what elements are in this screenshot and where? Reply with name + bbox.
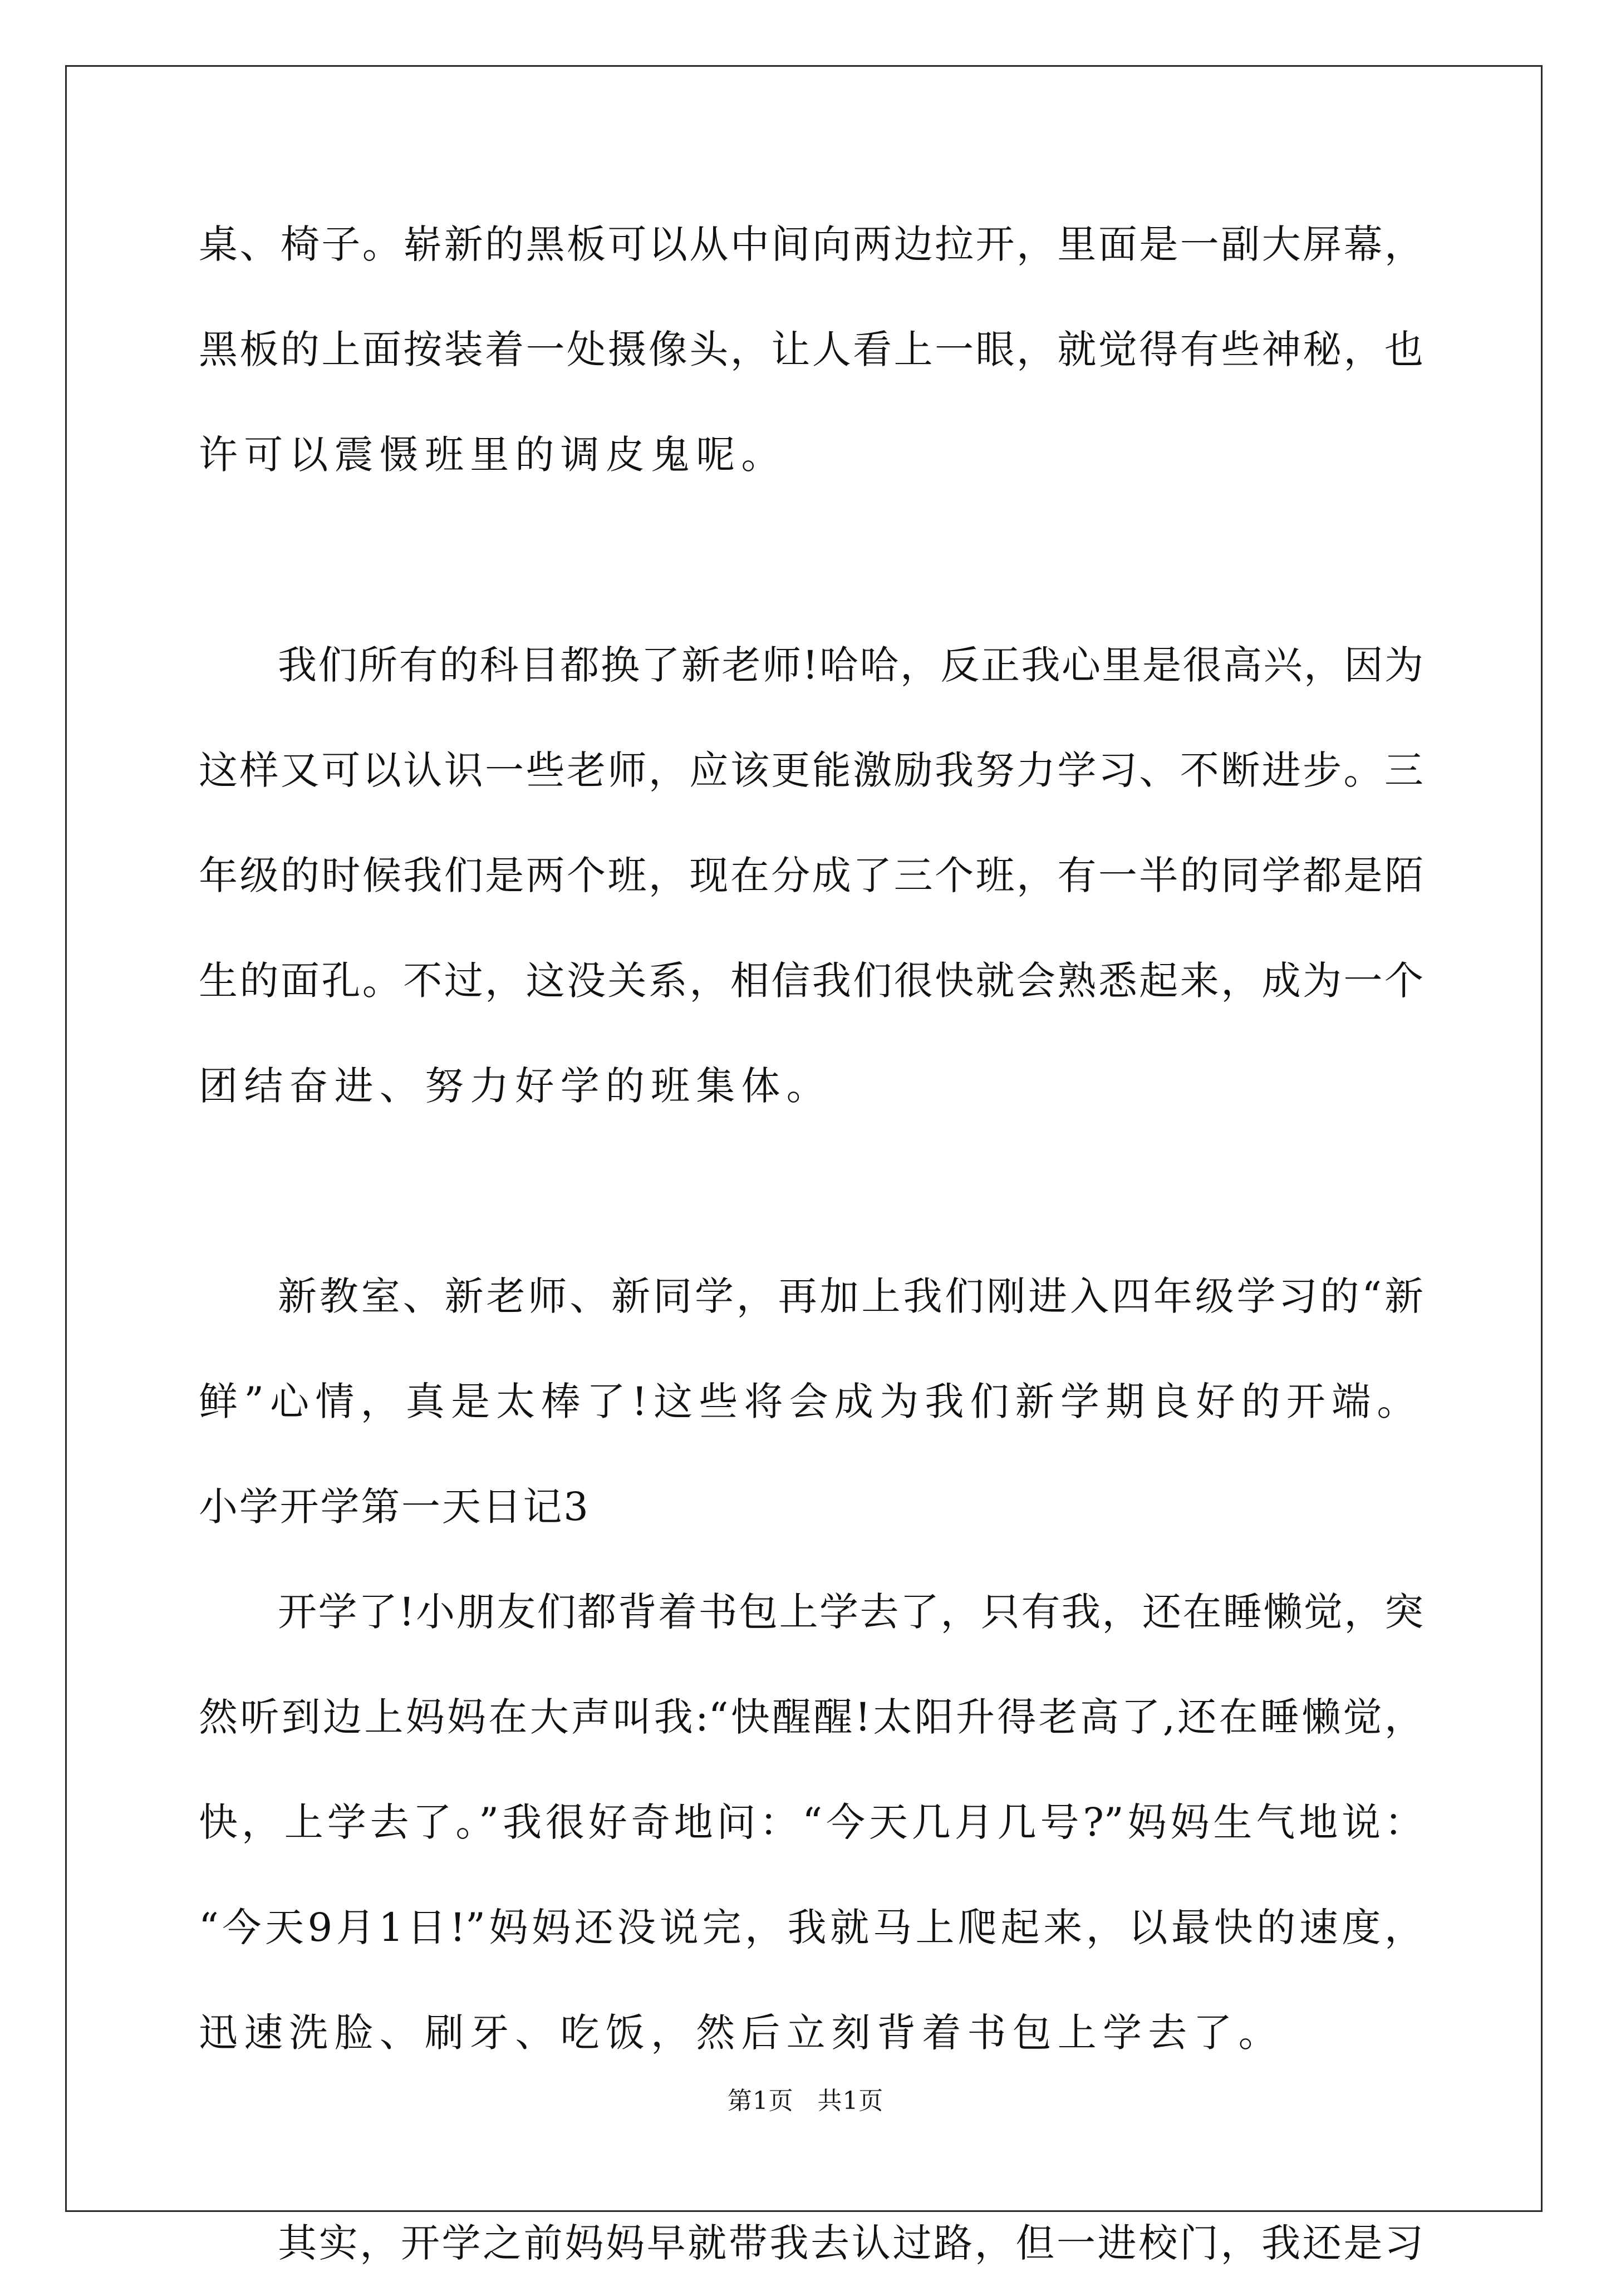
section-heading: 小学开学第一天日记3	[199, 1484, 590, 1530]
text-line: 鲜”心情，真是太棒了!这些将会成为我们新学期良好的开端。	[199, 1379, 1422, 1424]
text-line: 开学了!小朋友们都背着书包上学去了，只有我，还在睡懒觉，突	[278, 1589, 1423, 1635]
text-line: 许可以震慑班里的调皮鬼呢。	[199, 432, 787, 478]
text-line: 新教室、新老师、新同学，再加上我们刚进入四年级学习的“新	[278, 1274, 1423, 1319]
text-line: “今天9月1日!”妈妈还没说完，我就马上爬起来，以最快的速度，	[199, 1905, 1423, 1950]
text-line: 然听到边上妈妈在大声叫我:“快醒醒!太阳升得老高了,还在睡懒觉，	[199, 1694, 1423, 1740]
text-line: 这样又可以认识一些老师，应该更能激励我努力学习、不断进步。三	[199, 748, 1423, 793]
page-number: 第1页	[727, 2087, 794, 2115]
text-line: 我们所有的科目都换了新老师!哈哈，反正我心里是很高兴，因为	[278, 642, 1423, 688]
text-line: 快，上学去了。”我很好奇地问：“今天几月几号?”妈妈生气地说：	[199, 1800, 1423, 1845]
text-line: 其实，开学之前妈妈早就带我去认过路，但一进校门，我还是习	[278, 2220, 1423, 2266]
text-line: 生的面孔。不过，这没关系，相信我们很快就会熟悉起来，成为一个	[199, 958, 1423, 1004]
text-line: 迅速洗脸、刷牙、吃饭，然后立刻背着书包上学去了。	[199, 2010, 1284, 2056]
text-line: 年级的时候我们是两个班，现在分成了三个班，有一半的同学都是陌	[199, 853, 1423, 898]
document-body	[199, 192, 1423, 2296]
text-line: 黑板的上面按装着一处摄像头，让人看上一眼，就觉得有些神秘，也	[199, 327, 1423, 372]
text-line: 团结奋进、努力好学的班集体。	[199, 1063, 832, 1109]
page-footer	[0, 2081, 1611, 2116]
text-line: 桌、椅子。崭新的黑板可以从中间向两边拉开，里面是一副大屏幕，	[199, 222, 1423, 267]
page-total: 共1页	[817, 2087, 884, 2115]
